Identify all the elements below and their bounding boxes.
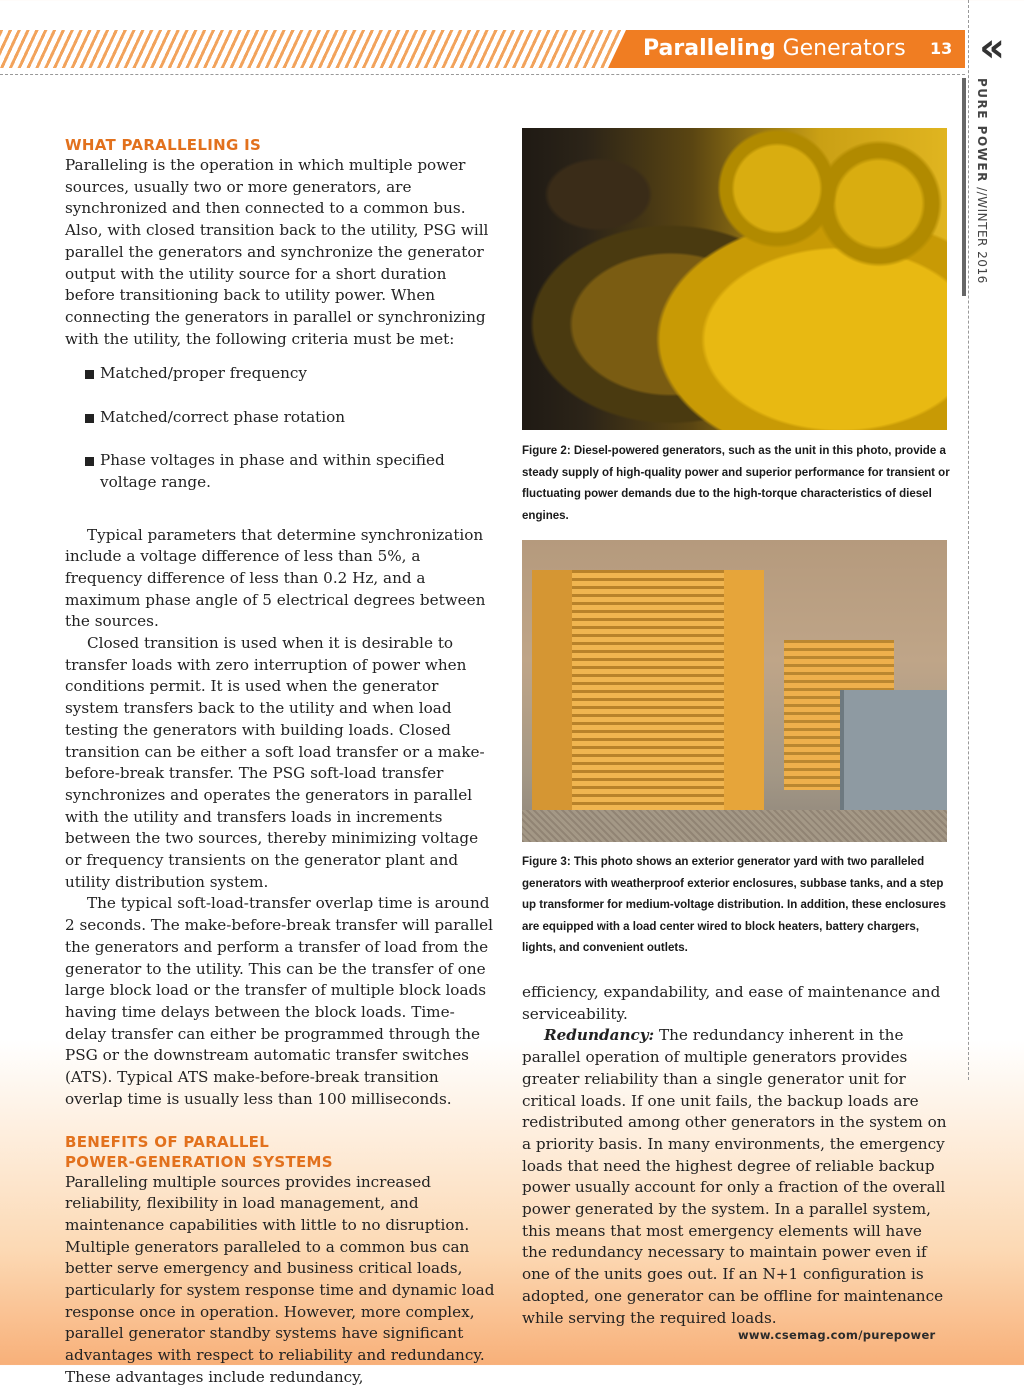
double-chevron-left-icon[interactable]: « <box>979 25 1005 71</box>
figure-3-caption: Figure 3: This photo shows an exterior generator yard with two paralleled generators with weatherproof exterior enclosures, subbase tanks, and a step up transformer for medium-voltage distribution. In addition, these enclosures are equipped with a load center wired to block heaters, battery chargers, lights, and convenient outlets. <box>522 854 946 955</box>
page-number: 13 <box>930 39 953 58</box>
transformer-cabinet <box>840 690 947 830</box>
section-title <box>643 33 906 65</box>
paragraph-benefits: Paralleling multiple sources provides increased reliability, flexibility in load management, and maintenance capabilities with little to no disruption. Multiple generators paralleled to a common bus can better serve emergency and business critical loads, particularly for system response time and dynamic load response once in operation. However, more complex, parallel generator standby systems have significant advantages with respect to reliability and redundancy. These advantages include redundancy, <box>65 1172 495 1386</box>
paragraph-efficiency: efficiency, expandability, and ease of maintenance and serviceability. <box>522 983 941 1023</box>
list-item: Matched/correct phase rotation <box>85 407 495 429</box>
paragraph-closed-transition: Closed transition is used when it is desirable to transfer loads with zero interruption of power when conditions permit. It is used when the generator system transfers back to the utility and when load testing the generators with building loads. Closed transition can be either a soft load transfer or a make-before-break transfer. The PSG soft-load transfer synchronizes and operates the generators in parallel with the utility and transfers loads in increments between the two sources, thereby minimizing voltage or frequency transients on the generator plant and utility distribution system. <box>65 634 485 891</box>
figure-2-photo-diesel-generator <box>522 128 947 430</box>
criteria-list <box>85 363 495 493</box>
paragraph-overlap-time: The typical soft-load-transfer overlap time is around 2 seconds. The make-before-break transfer will parallel the generators and perform a transfer of load from the generator to the utility. This can be the transfer of one large block load or the transfer of multiple block loads having time delays between the block loads. Time-delay transfer can either be programmed through the PSG or the downstream automatic transfer switches (ATS). Typical ATS make-before-break transition overlap time is usually less than 100 milliseconds. <box>65 894 494 1108</box>
heading-benefits-line1: BENEFITS OF PARALLEL <box>65 1132 270 1151</box>
figure-3-photo-generator-yard <box>522 540 947 842</box>
footer-url-link[interactable]: www.csemag.com/purepower <box>738 1328 936 1342</box>
sidebar-accent-bar <box>962 78 966 296</box>
right-column <box>522 982 947 1329</box>
margin-divider <box>968 0 969 1080</box>
paragraph-parameters: Typical parameters that determine synchronization include a voltage difference of less than 5%, a frequency difference of less than 0.2 Hz, and a maximum phase angle of 5 electrical degrees between the sources. <box>65 525 486 631</box>
magazine-name: PURE POWER <box>975 78 989 183</box>
generator-enclosure-left <box>532 570 764 830</box>
paragraph-redundancy <box>522 1025 947 1329</box>
list-item: Phase voltages in phase and within specified voltage range. <box>85 450 495 493</box>
header-divider <box>0 74 965 75</box>
gravel-ground <box>522 810 947 842</box>
issue-date: //WINTER 2016 <box>975 182 989 284</box>
magazine-issue-label <box>975 78 989 284</box>
redundancy-label: Redundancy: <box>544 1026 655 1045</box>
list-item: Matched/proper frequency <box>85 363 495 385</box>
left-column <box>65 135 495 1389</box>
paragraph-definition: Paralleling is the operation in which multiple power sources, usually two or more generators, are synchronized and then connected to a common bus. Also, with closed transition back to the utility, PSG will parallel the generators and synchronize the generator output with the utility source for a short duration before transitioning back to utility power. When connecting the generators in parallel or synchronizing with the utility, the following criteria must be met: <box>65 156 489 348</box>
heading-benefits <box>65 1132 495 1172</box>
section-title-rest: Generators <box>775 36 906 61</box>
heading-benefits-line2: POWER-GENERATION SYSTEMS <box>65 1152 333 1171</box>
figure-2-caption: Figure 2: Diesel-powered generators, such as the unit in this photo, provide a steady supply of high-quality power and superior performance for transient or fluctuating power demands due to the high-torque characteristics of diesel engines. <box>522 443 950 522</box>
section-title-bold: Paralleling <box>643 36 776 61</box>
redundancy-text: The redundancy inherent in the parallel operation of multiple generators provides greater reliability than a single generator unit for critical loads. If one unit fails, the backup loads are redistributed among other generators in the system on a priority basis. In many environments, the emergency loads that need the highest degree of reliable backup power usually account for only a fraction of the overall power generated by the system. In a parallel system, this means that most emergency elements will have the redundancy necessary to maintain power even if one of the units goes out. If an N+1 configuration is adopted, one generator can be offline for maintenance while serving the required loads. <box>522 1026 947 1327</box>
heading-what-paralleling-is: WHAT PARALLELING IS <box>65 136 262 154</box>
